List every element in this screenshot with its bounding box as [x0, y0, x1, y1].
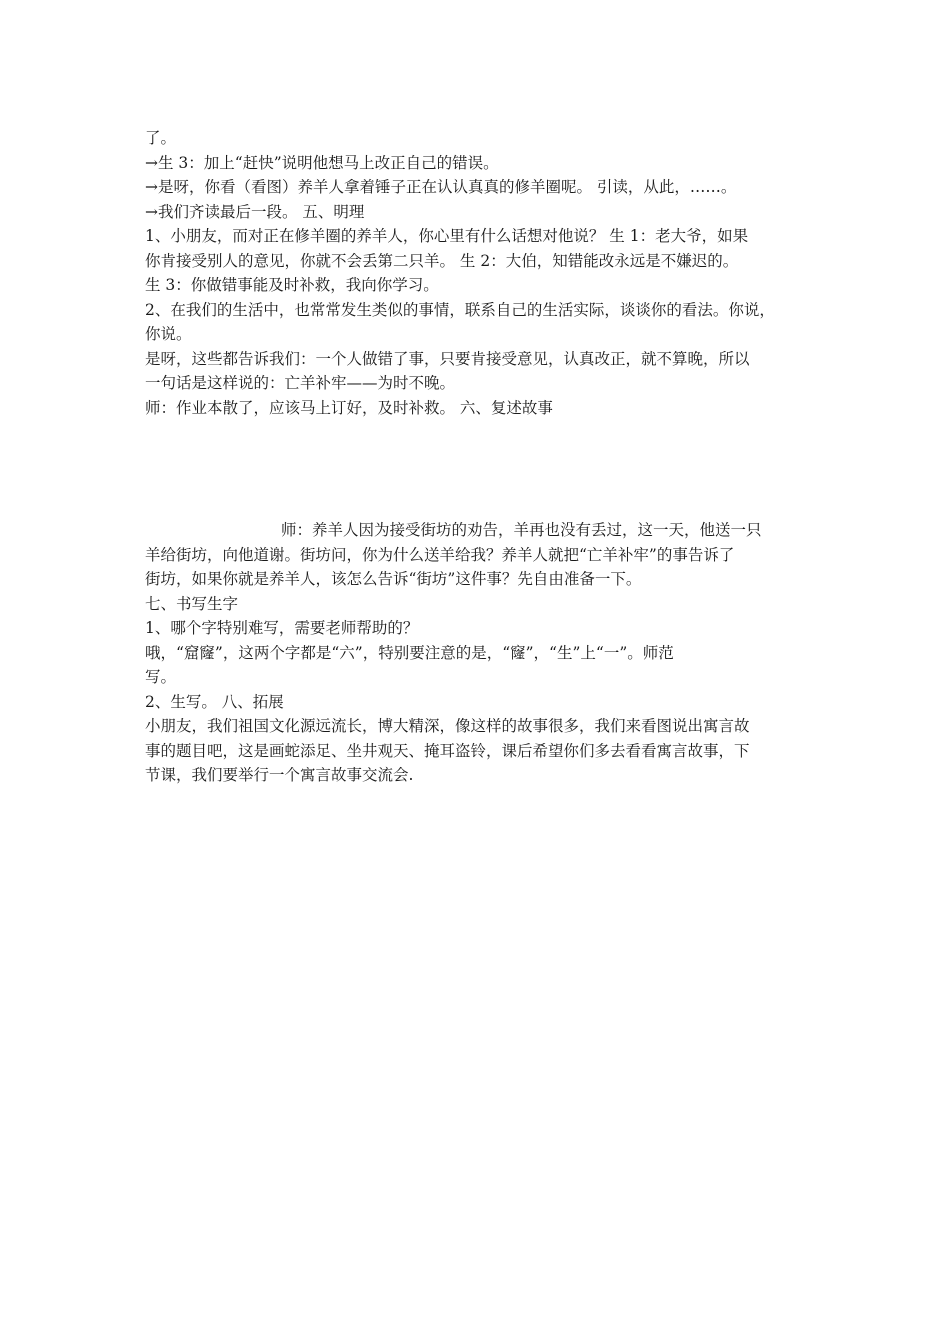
text-line: 师：养羊人因为接受街坊的劝告，羊再也没有丢过，这一天，他送一只: [281, 521, 762, 539]
text-line: 你肯接受别人的意见，你就不会丢第二只羊。 生 2：大伯，知错能改永远是不嫌迟的。: [145, 251, 739, 270]
text-line: →是呀，你看（看图）养羊人拿着锤子正在认认真真的修羊圈呢。 引读，从此，……。: [145, 178, 737, 196]
text-line: 羊给街坊，向他道谢。街坊问，你为什么送羊给我？养羊人就把“亡羊补牢”的事告诉了: [145, 545, 735, 564]
text-line: 写。: [145, 668, 177, 686]
text-line: 是呀，这些都告诉我们：一个人做错了事，只要肯接受意见，认真改正，就不算晚，所以: [145, 349, 750, 368]
text-line: 哦，“窟窿”，这两个字都是“六”，特别要注意的是，“窿”，“生”上“一”。师范: [145, 643, 674, 662]
text-line: 师：作业本散了，应该马上订好，及时补救。 六、复述故事: [145, 398, 553, 417]
text-line: →我们齐读最后一段。 五、明理: [145, 202, 365, 221]
text-line: 1、小朋友，而对正在修羊圈的养羊人，你心里有什么话想对他说？ 生 1：老大爷，如果: [145, 227, 749, 245]
text-line: 小朋友，我们祖国文化源远流长，博大精深，像这样的故事很多，我们来看图说出寓言故: [145, 717, 750, 735]
blank-space: [145, 420, 815, 518]
text-line: 1、哪个字特别难写，需要老师帮助的？: [145, 619, 419, 637]
text-line: 生 3：你做错事能及时补救，我向你学习。: [145, 276, 439, 294]
section-heading: 七、书写生字: [145, 594, 239, 613]
text-line: 你说。: [145, 325, 192, 343]
text-line: 2、生写。 八、拓展: [145, 692, 284, 711]
document-body: [145, 126, 815, 788]
text-line: 了。: [145, 129, 177, 147]
text-line: →生 3：加上“赶快”说明他想马上改正自己的错误。: [145, 153, 499, 172]
text-line: 街坊，如果你就是养羊人，该怎么告诉“街坊”这件事？先自由准备一下。: [145, 570, 642, 588]
text-line: 一句话是这样说的：亡羊补牢——为时不晚。: [145, 374, 456, 392]
text-line: 2、在我们的生活中，也常常发生类似的事情，联系自己的生活实际，谈谈你的看法。你说，: [145, 300, 775, 319]
text-line: 节课，我们要举行一个寓言故事交流会.: [145, 766, 414, 784]
text-line: 事的题目吧，这是画蛇添足、坐井观天、掩耳盗铃，课后希望你们多去看看寓言故事，下: [145, 741, 750, 760]
